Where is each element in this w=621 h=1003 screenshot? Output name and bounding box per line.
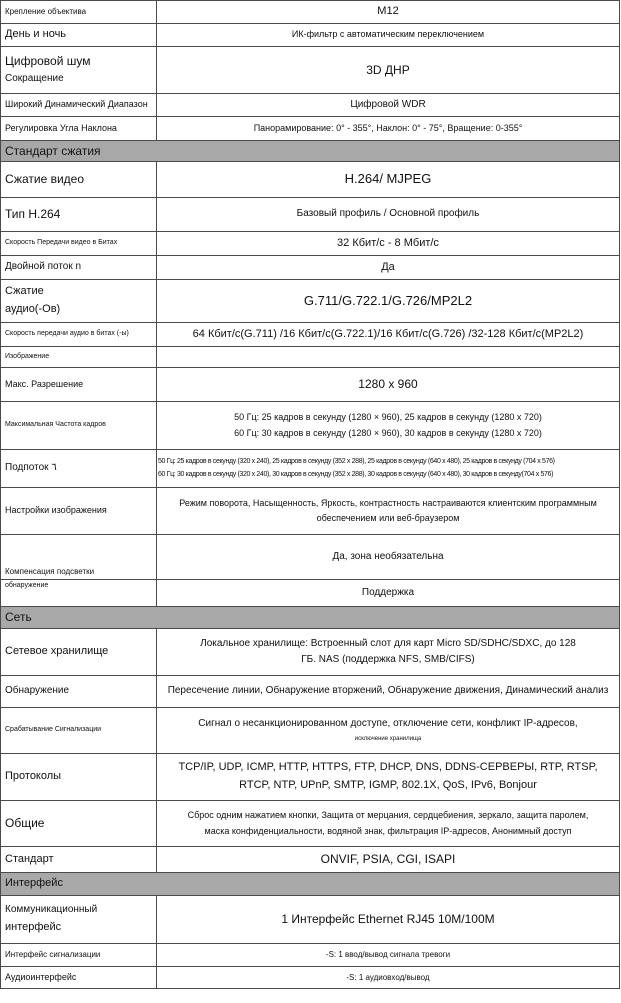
row-label-text: Подпоток xyxy=(5,462,49,474)
row-label xyxy=(1,256,157,280)
table-row xyxy=(1,847,620,873)
row-value: 1280 x 960 xyxy=(157,368,620,402)
table-row xyxy=(1,368,620,402)
row-value: -S: 1 ввод/вывод сигнала тревоги xyxy=(157,944,620,967)
row-value: Да xyxy=(157,256,620,280)
row-value xyxy=(157,708,620,754)
section-header xyxy=(1,141,620,162)
row-label xyxy=(1,280,157,323)
row-label xyxy=(1,896,157,944)
label-line: Цифровой шум xyxy=(5,54,91,69)
row-label: Широкий Динамический Диапазон xyxy=(1,94,157,117)
row-label-mark: n xyxy=(75,261,82,273)
row-label: Тип H.264 xyxy=(1,198,157,232)
value-line: 50 Гц: 25 кадров в секунду (1280 × 960), 25 кадров в секунду (1280 x 720) xyxy=(234,412,542,423)
table-row xyxy=(1,94,620,117)
value-line: обеспечением или веб-браузером xyxy=(316,513,460,523)
label-line: Сокращение xyxy=(5,73,64,85)
row-label: Протоколы xyxy=(1,754,157,801)
row-label: Макс. Разрешение xyxy=(1,368,157,402)
row-label: Скорость Передачи видео в Битах xyxy=(1,232,157,256)
row-value: H.264/ MJPEG xyxy=(157,162,620,198)
table-row xyxy=(1,488,620,535)
table-row xyxy=(1,1,620,24)
row-value xyxy=(157,754,620,801)
value-line: Сигнал о несанкционированном доступе, отключение сети, конфликт IP-адресов, xyxy=(198,717,578,729)
row-value: 1 Интерфейс Ethernet RJ45 10M/100M xyxy=(157,896,620,944)
row-value xyxy=(157,801,620,847)
table-row xyxy=(1,708,620,754)
table-row xyxy=(1,450,620,488)
row-label: Крепление объектива xyxy=(1,1,157,24)
section-empty-cell xyxy=(157,347,620,368)
row-label: Регулировка Угла Наклона xyxy=(1,117,157,141)
row-value: ONVIF, PSIA, CGI, ISAPI xyxy=(157,847,620,873)
row-label: Настройки изображения xyxy=(1,488,157,535)
row-value: Панорамирование: 0° - 355°, Наклон: 0° - 75°, Вращение: 0-355° xyxy=(157,117,620,141)
row-label: Сетевое хранилище xyxy=(1,629,157,676)
label-line: интерфейс xyxy=(5,920,62,933)
section-title: Интерфейс xyxy=(1,873,620,896)
row-value: 64 Кбит/с(G.711) /16 Кбит/с(G.722.1)/16 Кбит/с(G.726) /32-128 Кбит/с(MP2L2) xyxy=(157,323,620,347)
table-row xyxy=(1,323,620,347)
row-label xyxy=(1,47,157,94)
value-line: Режим поворота, Насыщенность, Яркость, контрастность настраиваются клиентским программным xyxy=(179,497,597,508)
section-header xyxy=(1,347,620,368)
row-value xyxy=(157,629,620,676)
table-row xyxy=(1,676,620,708)
table-row xyxy=(1,580,620,607)
table-row xyxy=(1,754,620,801)
table-row xyxy=(1,47,620,94)
row-label: обнаружение xyxy=(1,580,157,607)
value-line: Локальное хранилище: Встроенный слот для карт Micro SD/SDHC/SDXC, до 128 xyxy=(200,637,576,649)
section-title: Сеть xyxy=(1,607,620,629)
row-value xyxy=(157,488,620,535)
section-header xyxy=(1,607,620,629)
value-line: 50 Гц: 25 кадров в секунду (320 x 240), 25 кадров в секунду (352 x 288), 25 кадров в секунду (640 x 480), 25 кадров в секунду (704 x 576) xyxy=(158,457,555,465)
row-label: День и ночь xyxy=(1,24,157,47)
row-label xyxy=(1,450,157,488)
label-line: Коммуникационный xyxy=(5,904,98,916)
row-value: M12 xyxy=(157,1,620,24)
label-line: аудио(-Ов) xyxy=(5,303,61,315)
section-title: Изображение xyxy=(1,347,157,368)
row-value: 32 Кбит/с - 8 Мбит/с xyxy=(157,232,620,256)
row-value xyxy=(157,450,620,488)
value-line: исключение хранилища xyxy=(354,736,422,742)
table-row xyxy=(1,232,620,256)
table-row xyxy=(1,535,620,580)
table-row xyxy=(1,896,620,944)
table-row xyxy=(1,280,620,323)
row-value: Пересечение линии, Обнаружение вторжений, Обнаружение движения, Динамический анализ xyxy=(157,676,620,708)
row-label: Срабатывание Сигнализации xyxy=(1,708,157,754)
section-title: Стандарт сжатия xyxy=(1,141,620,162)
table-row xyxy=(1,198,620,232)
row-label-mark: ٦ xyxy=(51,462,57,474)
row-label: Обнаружение xyxy=(1,676,157,708)
row-value: -S: 1 аудиовход/вывод xyxy=(157,967,620,989)
row-value: 3D ДНР xyxy=(157,47,620,94)
table-row xyxy=(1,256,620,280)
value-line: TCP/IP, UDP, ICMP, HTTP, HTTPS, FTP, DHCP, DNS, DDNS-СЕРВЕРЫ, RTP, RTSP, xyxy=(178,761,598,774)
value-line: ГБ. NAS (поддержка NFS, SMB/CIFS) xyxy=(301,654,475,665)
table-row xyxy=(1,629,620,676)
value-line: Сброс одним нажатием кнопки, Защита от мерцания, сердцебиения, зеркало, защита паролем, xyxy=(187,810,589,821)
value-line: маска конфиденциальности, водяной знак, фильтрация IP-адресов, Анонимный доступ xyxy=(204,825,572,836)
row-label: Аудиоинтерфейс xyxy=(1,967,157,989)
row-label: Скорость передачи аудио в битах (-ы) xyxy=(1,323,157,347)
table-row xyxy=(1,402,620,450)
table-row xyxy=(1,801,620,847)
row-value: Базовый профиль / Основной профиль xyxy=(157,198,620,232)
row-label: Сжатие видео xyxy=(1,162,157,198)
label-line: Сжатие xyxy=(5,285,44,298)
row-value: Цифровой WDR xyxy=(157,94,620,117)
row-label: Компенсация подсветки xyxy=(1,535,157,580)
table-row xyxy=(1,944,620,967)
value-line: 60 Гц: 30 кадров в секунду (320 x 240), 30 кадров в секунду (352 x 288), 30 кадров в секунду (640 x 480), 30 кадров в секунду(704 x 576) xyxy=(158,470,554,478)
row-label: Максимальная Частота кадров xyxy=(1,402,157,450)
row-value: G.711/G.722.1/G.726/MP2L2 xyxy=(157,280,620,323)
row-value xyxy=(157,402,620,450)
table-row xyxy=(1,967,620,989)
value-line: 60 Гц: 30 кадров в секунду (1280 × 960), 30 кадров в секунду (1280 x 720) xyxy=(234,427,542,438)
table-row xyxy=(1,117,620,141)
row-label: Интерфейс сигнализации xyxy=(1,944,157,967)
row-value: Поддержка xyxy=(157,580,620,607)
row-value: ИК-фильтр с автоматическим переключением xyxy=(157,24,620,47)
row-label-text: Двойной поток xyxy=(5,261,73,273)
table-row xyxy=(1,162,620,198)
row-label: Стандарт xyxy=(1,847,157,873)
table-row xyxy=(1,24,620,47)
row-label: Общие xyxy=(1,801,157,847)
section-header xyxy=(1,873,620,896)
value-line: RTCP, NTP, UPnP, SMTP, IGMP, 802.1X, QoS, IPv6, Bonjour xyxy=(239,779,537,791)
row-value: Да, зона необязательна xyxy=(157,535,620,580)
